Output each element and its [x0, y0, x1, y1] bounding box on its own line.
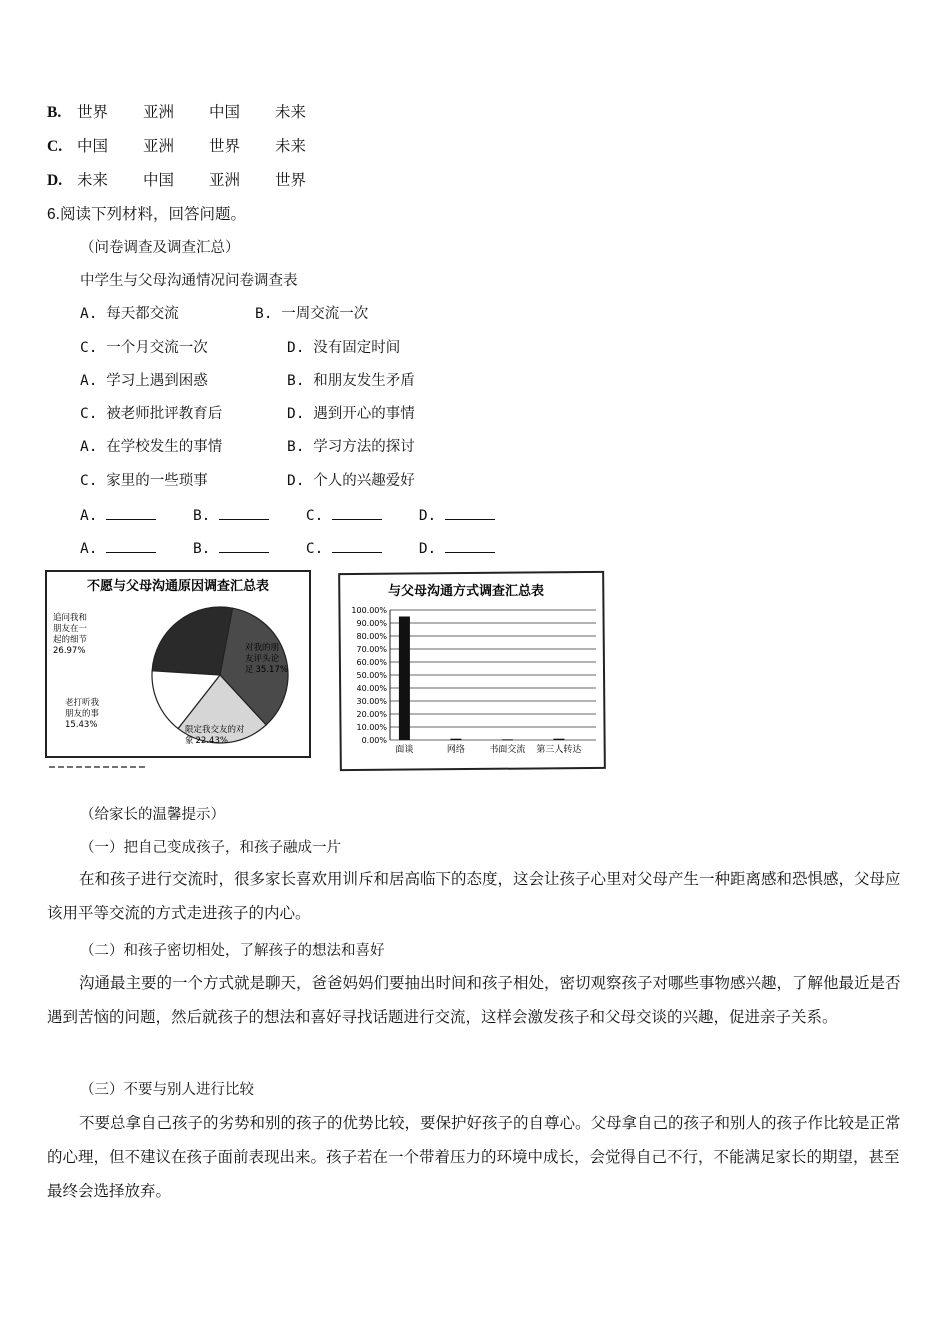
survey-row: D. 遇到开心的事情 [287, 406, 415, 422]
tips-section-1-body: 在和孩子进行交流时，很多家长喜欢用训斥和居高临下的态度，这会让孩子心里对父母产生一种距离感和恐惧感，父母应该用平等交流的方式走进孩子的内心。 [47, 870, 901, 922]
tips-section-3-body: 不要总拿自己孩子的劣势和别的孩子的优势比较，要保护好孩子的自尊心。父母拿自己的孩子和别人的孩子作比较是正常的心理，但不建议在孩子面前表现出来。孩子若在一个带着压力的环境中成长，会觉得自己不行，不能满足家长的期望，甚至最终会选择放弃。 [47, 1114, 901, 1200]
survey-row: D. 个人的兴趣爱好 [287, 473, 415, 489]
pie-chart [45, 570, 313, 770]
survey-row: C. 被老师批评教育后 [80, 406, 223, 422]
answer-blank[interactable] [445, 538, 495, 553]
survey-row: D. 没有固定时间 [287, 340, 401, 356]
pie-slices [152, 607, 288, 743]
answer-blank[interactable] [445, 505, 495, 520]
x-tick-label: 第三人转达 [536, 745, 582, 755]
answer-blank[interactable] [106, 505, 156, 520]
survey-row: A. 每天都交流 [80, 306, 179, 322]
bar [553, 739, 564, 740]
option-c-row: C. 中国 亚洲 世界 未来 [47, 137, 307, 155]
x-tick-label: 书面交流 [489, 745, 526, 755]
question-6-stem: 6.阅读下列材料，回答问题。 [47, 205, 246, 223]
bar [502, 739, 513, 740]
y-tick-label: 50.00% [356, 671, 387, 680]
pie-label-2: 限定我交友的对象 22.43% [185, 725, 245, 746]
blank-row: A. B. C. D. [80, 538, 495, 559]
pie-label-1: 对我的朋友评头论足 35.17% [245, 643, 288, 675]
y-tick-label: 30.00% [356, 697, 387, 706]
y-tick-label: 40.00% [356, 684, 387, 693]
y-tick-label: 90.00% [356, 619, 387, 628]
survey-row: A. 学习上遇到困惑 [80, 373, 208, 389]
survey-row: B. 和朋友发生矛盾 [287, 373, 415, 389]
survey-row: C. 家里的一些琐事 [80, 473, 208, 489]
bar [399, 617, 410, 741]
tips-section-1-title: （一）把自己变成孩子，和孩子融成一片 [80, 840, 341, 856]
survey-title: 中学生与父母沟通情况问卷调查表 [80, 273, 298, 289]
survey-heading: （问卷调查及调查汇总） [80, 240, 240, 256]
bar [450, 739, 461, 740]
y-tick-label: 70.00% [356, 645, 387, 654]
answer-blank[interactable] [332, 538, 382, 553]
y-tick-label: 60.00% [356, 658, 387, 667]
pie-label-0: 追问我和朋友在一起的细节 26.97% [53, 613, 88, 656]
pie-chart-figure [45, 570, 313, 774]
y-tick-label: 10.00% [356, 723, 387, 732]
x-tick-label: 网络 [446, 745, 465, 755]
survey-row: A. 在学校发生的事情 [80, 439, 223, 455]
tips-heading: （给家长的温馨提示） [80, 807, 225, 823]
survey-row: C. 一个月交流一次 [80, 340, 208, 356]
bar-chart [338, 568, 608, 772]
y-tick-label: 100.00% [351, 606, 387, 615]
survey-row: B. 学习方法的探讨 [287, 439, 415, 455]
option-b-row: B. 世界 亚洲 中国 未来 [47, 103, 307, 121]
blank-row: A. B. C. D. [80, 505, 495, 526]
bar-chart-figure [338, 568, 608, 776]
tips-section-3-title: （三）不要与别人进行比较 [80, 1082, 254, 1098]
answer-blank[interactable] [219, 538, 269, 553]
y-tick-label: 20.00% [356, 710, 387, 719]
survey-row: B. 一周交流一次 [255, 306, 369, 322]
answer-blank[interactable] [332, 505, 382, 520]
y-tick-label: 0.00% [361, 736, 387, 745]
x-tick-label: 面谈 [395, 745, 414, 755]
pie-title: 不愿与父母沟通原因调查汇总表 [86, 579, 270, 594]
tips-section-2-body: 沟通最主要的一个方式就是聊天，爸爸妈妈们要抽出时间和孩子相处，密切观察孩子对哪些事物感兴趣，了解他最近是否遇到苦恼的问题，然后就孩子的想法和喜好寻找话题进行交流，这样会激发孩子和父母交谈的兴趣，促进亲子关系。 [47, 974, 901, 1026]
answer-blank[interactable] [219, 505, 269, 520]
y-tick-label: 80.00% [356, 632, 387, 641]
tips-section-2-title: （二）和孩子密切相处，了解孩子的想法和喜好 [80, 943, 385, 959]
bar-title: 与父母沟通方式调查汇总表 [387, 584, 545, 599]
option-d-row: D. 未来 中国 亚洲 世界 [47, 171, 307, 189]
answer-blank[interactable] [106, 538, 156, 553]
pie-label-3: 老打听我朋友的事 15.43% [65, 698, 100, 730]
